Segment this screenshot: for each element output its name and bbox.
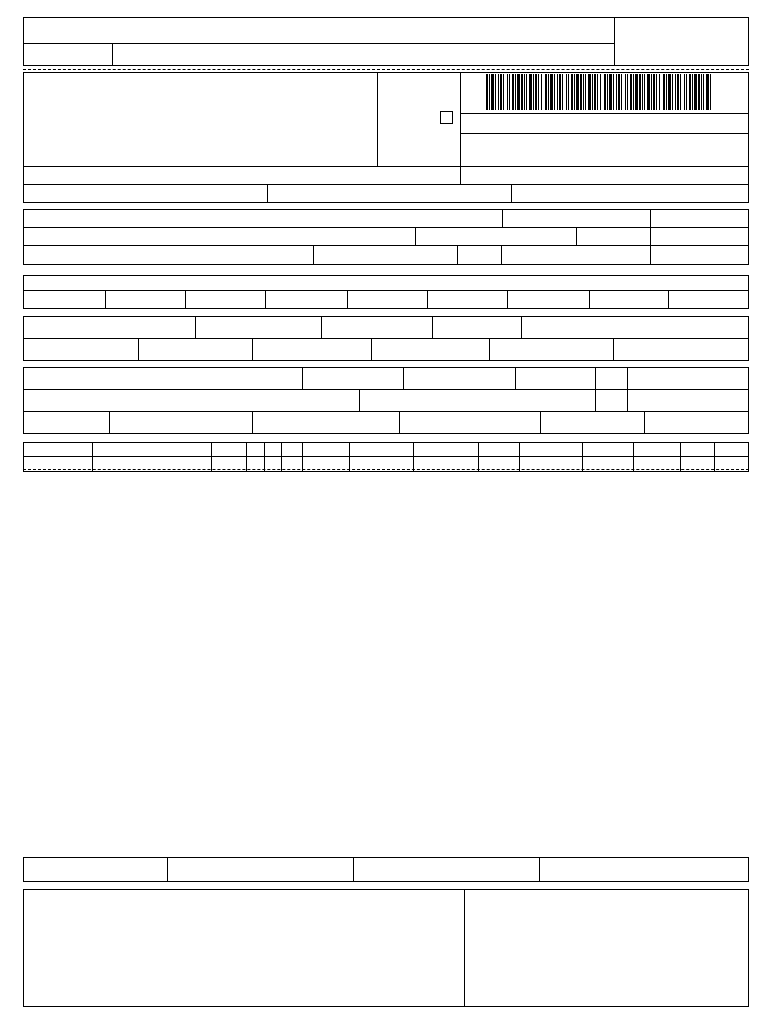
- products-col-divider-13: [680, 442, 681, 472]
- products-row-dashed-line: [23, 469, 749, 470]
- recipient-r3-divider-3: [501, 245, 502, 265]
- carrier-r12-divider-uf-left: [595, 367, 596, 411]
- products-col-divider-4: [264, 442, 265, 472]
- receipt-date-divider: [112, 43, 113, 66]
- recipient-r3-divider-2: [457, 245, 458, 265]
- tax-row-line: [23, 338, 749, 339]
- issqn-divider-3: [539, 857, 540, 882]
- tax-r1-divider-4: [521, 316, 522, 338]
- recipient-row-line-1: [23, 227, 749, 228]
- key-label-line-bottom: [460, 133, 749, 134]
- invoice-row-line: [23, 290, 749, 291]
- installment-divider-7: [589, 290, 590, 309]
- products-col-divider-12: [633, 442, 634, 472]
- products-col-divider-11: [582, 442, 583, 472]
- recipient-block: [23, 209, 749, 265]
- products-col-divider-10: [519, 442, 520, 472]
- nature-row-line: [23, 166, 749, 167]
- tax-r1-divider-2: [321, 316, 322, 338]
- carrier-r1-divider-1: [302, 367, 303, 389]
- recipient-r1-divider-1: [502, 209, 503, 227]
- entry-exit-checkbox[interactable]: [440, 111, 453, 124]
- recipient-r1-divider-2: [650, 209, 651, 265]
- installment-divider-4: [347, 290, 348, 309]
- carrier-r3-divider-2: [252, 411, 253, 434]
- tax-r2-divider-5: [613, 338, 614, 361]
- carrier-block: [23, 367, 749, 434]
- tax-r1-divider-3: [432, 316, 433, 338]
- products-col-divider-3: [246, 442, 247, 472]
- carrier-row-line-2: [23, 411, 749, 412]
- invoice-block: [23, 275, 749, 309]
- installment-divider-5: [427, 290, 428, 309]
- carrier-r12-divider-uf-right: [627, 367, 628, 411]
- recipient-row-line-2: [23, 245, 749, 246]
- additional-data-divider: [464, 889, 465, 1007]
- ie-divider-1: [267, 184, 268, 203]
- tax-r2-divider-1: [138, 338, 139, 361]
- key-label-line-top: [460, 113, 749, 114]
- receipt-stub-nfe-divider: [614, 17, 615, 66]
- carrier-r1-divider-3: [515, 367, 516, 389]
- tax-r2-divider-2: [252, 338, 253, 361]
- products-table: [23, 442, 749, 472]
- installment-divider-3: [265, 290, 266, 309]
- issqn-divider-2: [353, 857, 354, 882]
- danfe-key-divider: [460, 72, 461, 184]
- carrier-r2-divider-1: [359, 389, 360, 411]
- issuer-danfe-divider: [377, 72, 378, 166]
- carrier-r3-divider-5: [644, 411, 645, 434]
- carrier-r3-divider-1: [109, 411, 110, 434]
- recipient-r3-divider-1: [313, 245, 314, 265]
- tax-r1-divider-1: [195, 316, 196, 338]
- installment-divider-2: [185, 290, 186, 309]
- additional-data-block: [23, 889, 749, 1007]
- carrier-r3-divider-4: [540, 411, 541, 434]
- issqn-block: [23, 857, 749, 882]
- products-col-divider-7: [349, 442, 350, 472]
- products-col-divider-8: [413, 442, 414, 472]
- carrier-r3-divider-3: [399, 411, 400, 434]
- recipient-r2-divider-1: [415, 227, 416, 245]
- products-col-divider-1: [92, 442, 93, 472]
- carrier-row-line-1: [23, 389, 749, 390]
- products-col-divider-5: [281, 442, 282, 472]
- carrier-r1-divider-2: [403, 367, 404, 389]
- tax-r2-divider-3: [371, 338, 372, 361]
- cut-line: [23, 69, 749, 70]
- tax-r2-divider-4: [489, 338, 490, 361]
- installment-divider-6: [507, 290, 508, 309]
- barcode-icon: [486, 74, 711, 110]
- recipient-r2-divider-2: [576, 227, 577, 245]
- ie-divider-2: [511, 184, 512, 203]
- installment-divider-1: [105, 290, 106, 309]
- receipt-stub: [23, 17, 749, 66]
- ie-row-line: [23, 184, 749, 185]
- products-col-divider-14: [714, 442, 715, 472]
- products-col-divider-6: [302, 442, 303, 472]
- products-header-line: [23, 456, 749, 457]
- installment-divider-8: [668, 290, 669, 309]
- products-col-divider-9: [478, 442, 479, 472]
- issqn-divider-1: [167, 857, 168, 882]
- products-col-divider-2: [211, 442, 212, 472]
